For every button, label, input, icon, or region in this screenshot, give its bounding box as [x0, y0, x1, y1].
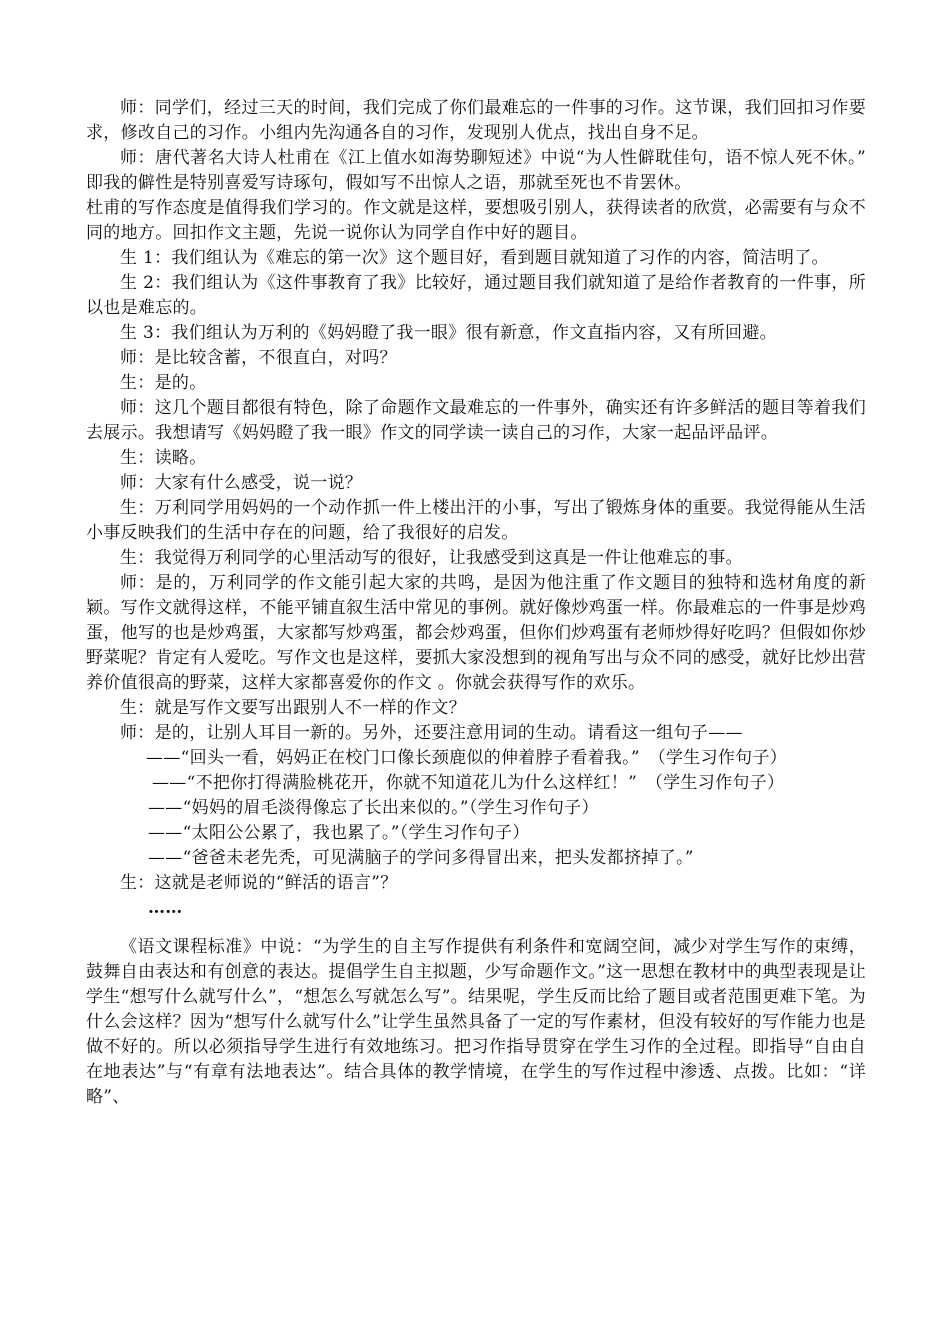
paragraph-8: 生：是的。: [120, 373, 207, 393]
paragraph-13: 生：我觉得万利同学的心里活动写的很好，让我感受到这真是一件让他难忘的事。: [120, 548, 743, 568]
quote-2: ——“不把你打得满脸桃花开，你就不知道花儿为什么这样红！” （学生习作句子）: [152, 773, 785, 793]
paragraph-2: 师：唐代著名大诗人杜甫在《江上值水如海势聊短述》中说“为人性僻耽佳句，语不惊人死不休。” 即我的僻性是特别喜爱写诗琢句，假如写不出惊人之语，那就至死也不肯罢休。: [86, 148, 866, 193]
paragraph-15: 生：就是写作文要写出跟别人不一样的作文？: [120, 698, 466, 718]
paragraph-4: 生 1：我们组认为《难忘的第一次》这个题目好，看到题目就知道了习作的内容，简洁明了。: [120, 248, 829, 268]
paragraph-5: 生 2：我们组认为《这件事教育了我》比较好，通过题目我们就知道了是给作者教育的一件事，所以也是难忘的。: [86, 273, 866, 318]
paragraph-7: 师：是比较含蓄，不很直白，对吗？: [120, 348, 397, 368]
quote-5: ——“爸爸未老先秃，可见满脑子的学问多得冒出来，把头发都挤掉了。”: [148, 848, 694, 868]
paragraph-1: 师：同学们，经过三天的时间，我们完成了你们最难忘的一件事的习作。这节课，我们回扣习作要求，修改自己的习作。小组内先沟通各自的习作，发现别人优点，找出自身不足。: [86, 98, 866, 143]
paragraph-9: 师：这几个题目都很有特色，除了命题作文最难忘的一件事外，确实还有许多鲜活的题目等着我们去展示。我想请写《妈妈瞪了我一眼》作文的同学读一读自己的习作，大家一起品评品评。: [86, 398, 866, 443]
paragraph-12: 生：万利同学用妈妈的一个动作抓一件上楼出汗的小事，写出了锻炼身体的重要。我觉得能从生活小事反映我们的生活中存在的问题，给了我很好的启发。: [86, 498, 866, 543]
paragraph-3: 杜甫的写作态度是值得我们学习的。作文就是这样，要想吸引别人，获得读者的欣赏，必需要有与众不同的地方。回扣作文主题，先说一说你认为同学自作中好的题目。: [86, 198, 866, 243]
quote-3: ——“妈妈的眉毛淡得像忘了长出来似的。”（学生习作句子）: [148, 798, 599, 818]
paragraph-18: 《语文课程标准》中说：“为学生的自主写作提供有利条件和宽阔空间，减少对学生写作的束缚，鼓舞自由表达和有创意的表达。提倡学生自主拟题，少写命题作文。”这一思想在教材中的典型表现是让学生“想写什么就写什么”，“想怎么写就怎么写”。结果呢，学生反而比给了题目或者范围更难下笔。为什么会这样？因为“想写什么就写什么”让学生虽然具备了一定的写作素材，但没有较好的写作能力也是做不好的。所以必须指导学生进行有效地练习。把习作指导贯穿在学生习作的全过程。即指导“自由自在地表达”与“有章有法地表达”。结合具体的教学情境，在学生的写作过程中渗透、点拨。比如：“详略”、: [86, 937, 866, 1107]
quote-1: ——“回头一看，妈妈正在校门口像长颈鹿似的伸着脖子看着我。” （学生习作句子）: [146, 748, 788, 768]
paragraph-10: 生：读略。: [120, 448, 207, 468]
paragraph-14: 师：是的，万利同学的作文能引起大家的共鸣，是因为他注重了作文题目的独特和选材角度的新颖。写作文就得这样，不能平铺直叙生活中常见的事例。就好像炒鸡蛋一样。你最难忘的一件事是炒鸡蛋，他写的也是炒鸡蛋，大家都写炒鸡蛋，都会炒鸡蛋，但你们炒鸡蛋有老师炒得好吃吗？但假如你炒野菜呢？肯定有人爱吃。写作文也是这样，要抓大家没想到的视角写出与众不同的感受，就好比炒出营养价值很高的野菜，这样大家都喜爱你的作文 。你就会获得写作的欢乐。: [86, 573, 866, 693]
paragraph-16: 师：是的，让别人耳目一新的。另外，还要注意用词的生动。请看这一组句子——: [120, 723, 743, 743]
paragraph-17: 生：这就是老师说的“鲜活的语言”？: [120, 873, 398, 893]
paragraph-6: 生 3：我们组认为万利的《妈妈瞪了我一眼》很有新意，作文直指内容，又有所回避。: [120, 323, 777, 343]
ellipsis: ……: [148, 898, 183, 918]
paragraph-11: 师：大家有什么感受，说一说？: [120, 473, 363, 493]
quote-4: ——“太阳公公累了，我也累了。”（学生习作句子）: [148, 823, 530, 843]
